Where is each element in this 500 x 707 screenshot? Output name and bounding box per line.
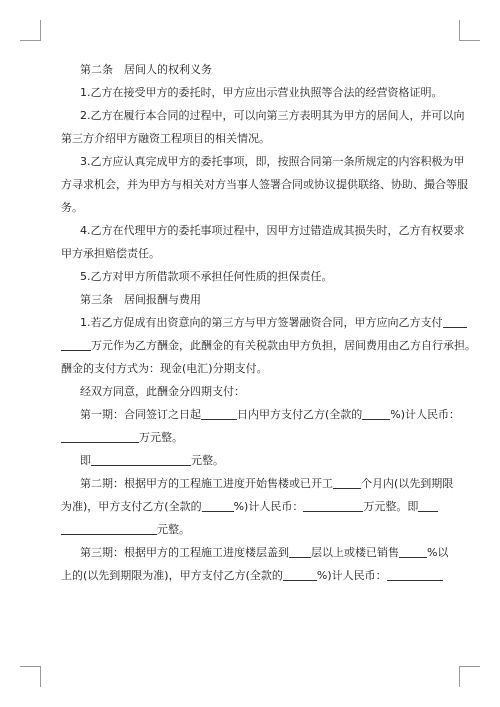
article-2-item-2-cont: 第三方介绍甲方融资工程项目的相关情况。 — [61, 132, 270, 145]
article-2-item-1: 1.乙方在接受甲方的委托时，甲方应出示营业执照等合法的经营资格证明。 — [80, 86, 443, 99]
fill-blank-months[interactable] — [333, 476, 361, 489]
article-3-item-1-cont: 万元作为乙方酬金，此酬金的有关税款由甲方负担，居间费用由乙方自行承担。 — [61, 334, 441, 357]
crop-mark-bottom-left — [20, 666, 41, 687]
phase-3-line-2: 上的(以先到期限为准)，甲方支付乙方(全款的 %)计人民币： — [61, 564, 441, 587]
article-2-item-4: 4.乙方在代理甲方的委托事项过程中，因甲方过错造成其损失时，乙方有权要求 — [80, 224, 465, 237]
fill-blank-percent-3[interactable] — [283, 568, 317, 581]
article-2-item-2: 2.乙方在履行本合同的过程中，可以向第三方表明其为甲方的居间人，并可以向 — [80, 109, 465, 122]
article-2-item-3-cont: 方寻求机会，并为甲方与相关对方当事人签署合同或协议提供联络、协助、撮合等服 — [61, 178, 468, 191]
fill-blank-amount-2-words-cont[interactable] — [61, 522, 157, 535]
crop-mark-top-left — [20, 20, 41, 41]
fill-blank-sold-percent[interactable] — [399, 545, 427, 558]
phase-2-line-1: 第二期：根据甲方的工程施工进度开始售楼或已开工 个月内(以先到期限 — [80, 477, 454, 490]
fill-blank-amount[interactable] — [443, 315, 467, 328]
phase-2-line-2: 为准)，甲方支付乙方(全款的 %)计人民币： 万元整。即 — [61, 495, 441, 518]
installments-intro: 经双方同意，此酬金分四期支付： — [80, 385, 245, 398]
fill-blank-amount-1-words[interactable] — [91, 453, 191, 466]
fill-blank-amount-1[interactable] — [61, 430, 139, 443]
article-2-item-3-cont2: 务。 — [61, 201, 83, 214]
fill-blank-amount-2-words[interactable] — [418, 499, 438, 512]
phase-2-line-3: 元整。 — [61, 518, 441, 541]
fill-blank-amount-3[interactable] — [387, 568, 443, 581]
crop-mark-bottom-right — [459, 666, 480, 687]
article-3-heading: 第三条 居间报酬与费用 — [80, 293, 201, 306]
crop-mark-top-right — [459, 20, 480, 41]
article-2-item-5: 5.乙方对甲方所借款项不承担任何性质的担保责任。 — [80, 270, 333, 283]
article-2-item-3: 3.乙方应认真完成甲方的委托事项，即，按照合同第一条所规定的内容积极为甲 — [80, 155, 465, 168]
fill-blank-amount-2[interactable] — [303, 499, 363, 512]
phase-1-line-3: 即 元整。 — [80, 454, 224, 467]
phase-3-line-1: 第三期：根据甲方的工程施工进度楼层盖到 层以上或楼已销售 %以 — [80, 546, 449, 559]
phase-1-line-2: 万元整。 — [61, 426, 441, 449]
article-3-item-1-payment: 酬金的支付方式为：现金(电汇)分期支付。 — [61, 362, 268, 375]
phase-1-line-1: 第一期：合同签订之日起 日内甲方支付乙方(全款的 %)计人民币： — [80, 408, 461, 421]
fill-blank-percent-2[interactable] — [202, 499, 234, 512]
fill-blank-amount-cont[interactable] — [61, 338, 91, 351]
article-3-item-1: 1.若乙方促成有出资意向的第三方与甲方签署融资合同，甲方应向乙方支付 — [61, 311, 441, 334]
fill-blank-percent-1[interactable] — [362, 407, 390, 420]
fill-blank-floors[interactable] — [289, 545, 311, 558]
article-2-item-4-cont: 甲方承担赔偿责任。 — [61, 247, 160, 260]
fill-blank-days[interactable] — [201, 407, 237, 420]
article-2-heading: 第二条 居间人的权利义务 — [80, 63, 212, 76]
document-body — [61, 58, 476, 587]
